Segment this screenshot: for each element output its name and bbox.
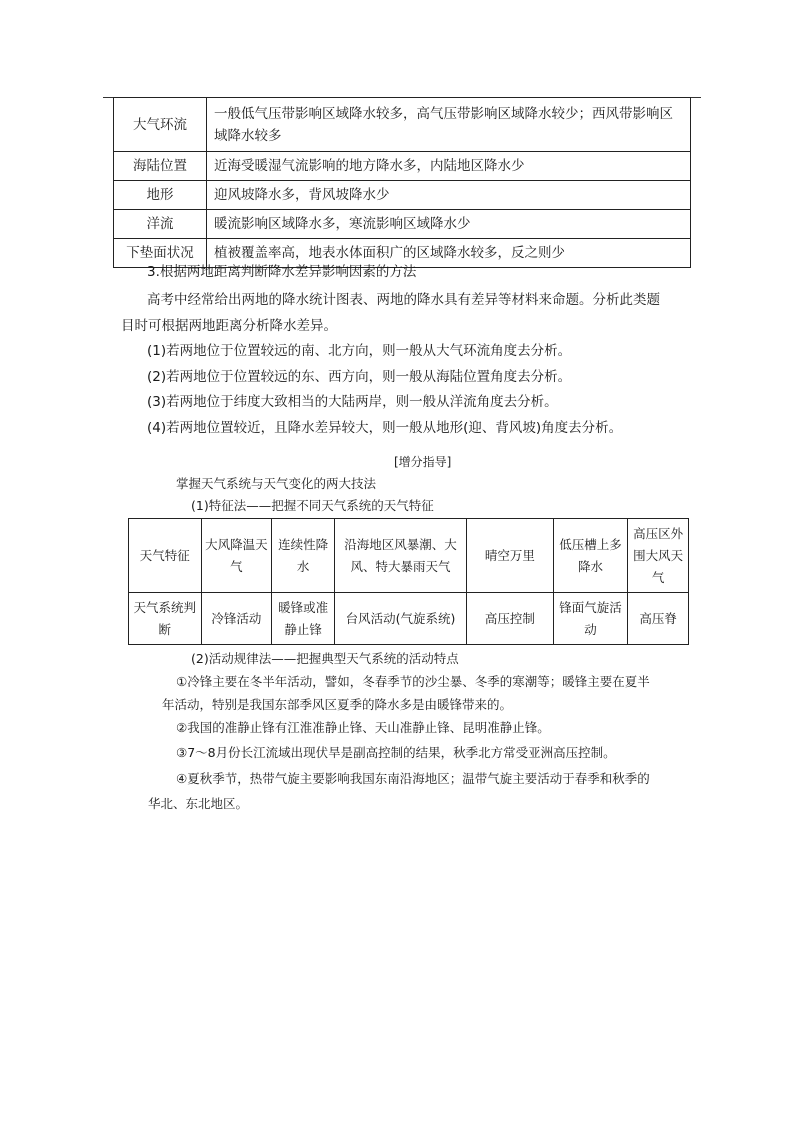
table-row [114,98,691,152]
table-row [114,152,691,181]
table-cell: 大风降温天气 [201,519,272,593]
guide-subtitle: 掌握天气系统与天气变化的两大技法 [176,476,377,491]
table-cell: 高压脊 [628,593,689,645]
factor-label: 洋流 [114,210,207,239]
row-header: 天气系统判断 [129,593,202,645]
table-row [129,519,689,593]
table-cell: 高压控制 [467,593,554,645]
factor-label: 海陆位置 [114,152,207,181]
paragraph-line: 华北、东北地区。 [148,796,249,811]
paragraph-line: 高考中经常给出两地的降水统计图表、两地的降水具有差异等材料来命题。分析此类题 [147,292,660,308]
list-item: (1)若两地位于位置较远的南、北方向，则一般从大气环流角度去分析。 [147,343,572,359]
factor-label: 大气环流 [114,98,207,152]
factor-description: 暖流影响区域降水多，寒流影响区域降水少 [207,210,691,239]
factor-label: 地形 [114,181,207,210]
table-cell: 连续性降水 [272,519,335,593]
method-heading: (1)特征法——把握不同天气系统的天气特征 [191,498,434,513]
factor-description: 植被覆盖率高，地表水体面积广的区域降水较多，反之则少 [207,239,691,268]
method-heading: (2)活动规律法——把握典型天气系统的活动特点 [191,651,459,666]
paragraph-line: 年活动，特别是我国东部季风区夏季的降水多是由暖锋带来的。 [162,697,513,712]
factor-description: 迎风坡降水多，背风坡降水少 [207,181,691,210]
list-item: (2)若两地位于位置较远的东、西方向，则一般从海陆位置角度去分析。 [147,369,572,385]
table-cell: 沿海地区风暴潮、大风、特大暴雨天气 [334,519,466,593]
table-cell: 暖锋或准静止锋 [272,593,335,645]
paragraph-line: ②我国的准静止锋有江淮准静止锋、天山准静止锋、昆明准静止锋。 [176,720,550,735]
paragraph-line: ①冷锋主要在冬半年活动，譬如，冬春季节的沙尘暴、冬季的寒潮等；暖锋主要在夏半 [176,674,650,689]
table-row [114,210,691,239]
table-cell: 锋面气旋活动 [553,593,628,645]
table-cell: 晴空万里 [467,519,554,593]
paragraph-line: ④夏秋季节，热带气旋主要影响我国东南沿海地区；温带气旋主要活动于春季和秋季的 [176,771,650,786]
table-cell: 台风活动(气旋系统) [334,593,466,645]
table-row [129,593,689,645]
factor-label: 下垫面状况 [114,239,207,268]
factor-description: 近海受暖湿气流影响的地方降水多，内陆地区降水少 [207,152,691,181]
section-heading: 3.根据两地距离判断降水差异影响因素的方法 [147,264,417,280]
table-cell: 冷锋活动 [201,593,272,645]
guide-title: [增分指导] [394,455,452,469]
table-row [114,181,691,210]
row-header: 天气特征 [129,519,202,593]
paragraph-line: ③7～8月份长江流域出现伏旱是副高控制的结果，秋季北方常受亚洲高压控制。 [176,745,616,760]
factor-description: 一般低气压带影响区域降水较多，高气压带影响区域降水较少；西风带影响区域降水较多 [207,98,691,152]
table-cell: 低压槽上多降水 [553,519,628,593]
list-item: (3)若两地位于纬度大致相当的大陆两岸，则一般从洋流角度去分析。 [147,394,558,410]
list-item: (4)若两地位置较近，且降水差异较大，则一般从地形(迎、背风坡)角度去分析。 [147,420,623,436]
precipitation-factors-table [113,97,691,268]
paragraph-line: 目时可根据两地距离分析降水差异。 [121,318,337,334]
weather-systems-table [128,518,689,645]
table-cell: 高压区外围大风天气 [628,519,689,593]
